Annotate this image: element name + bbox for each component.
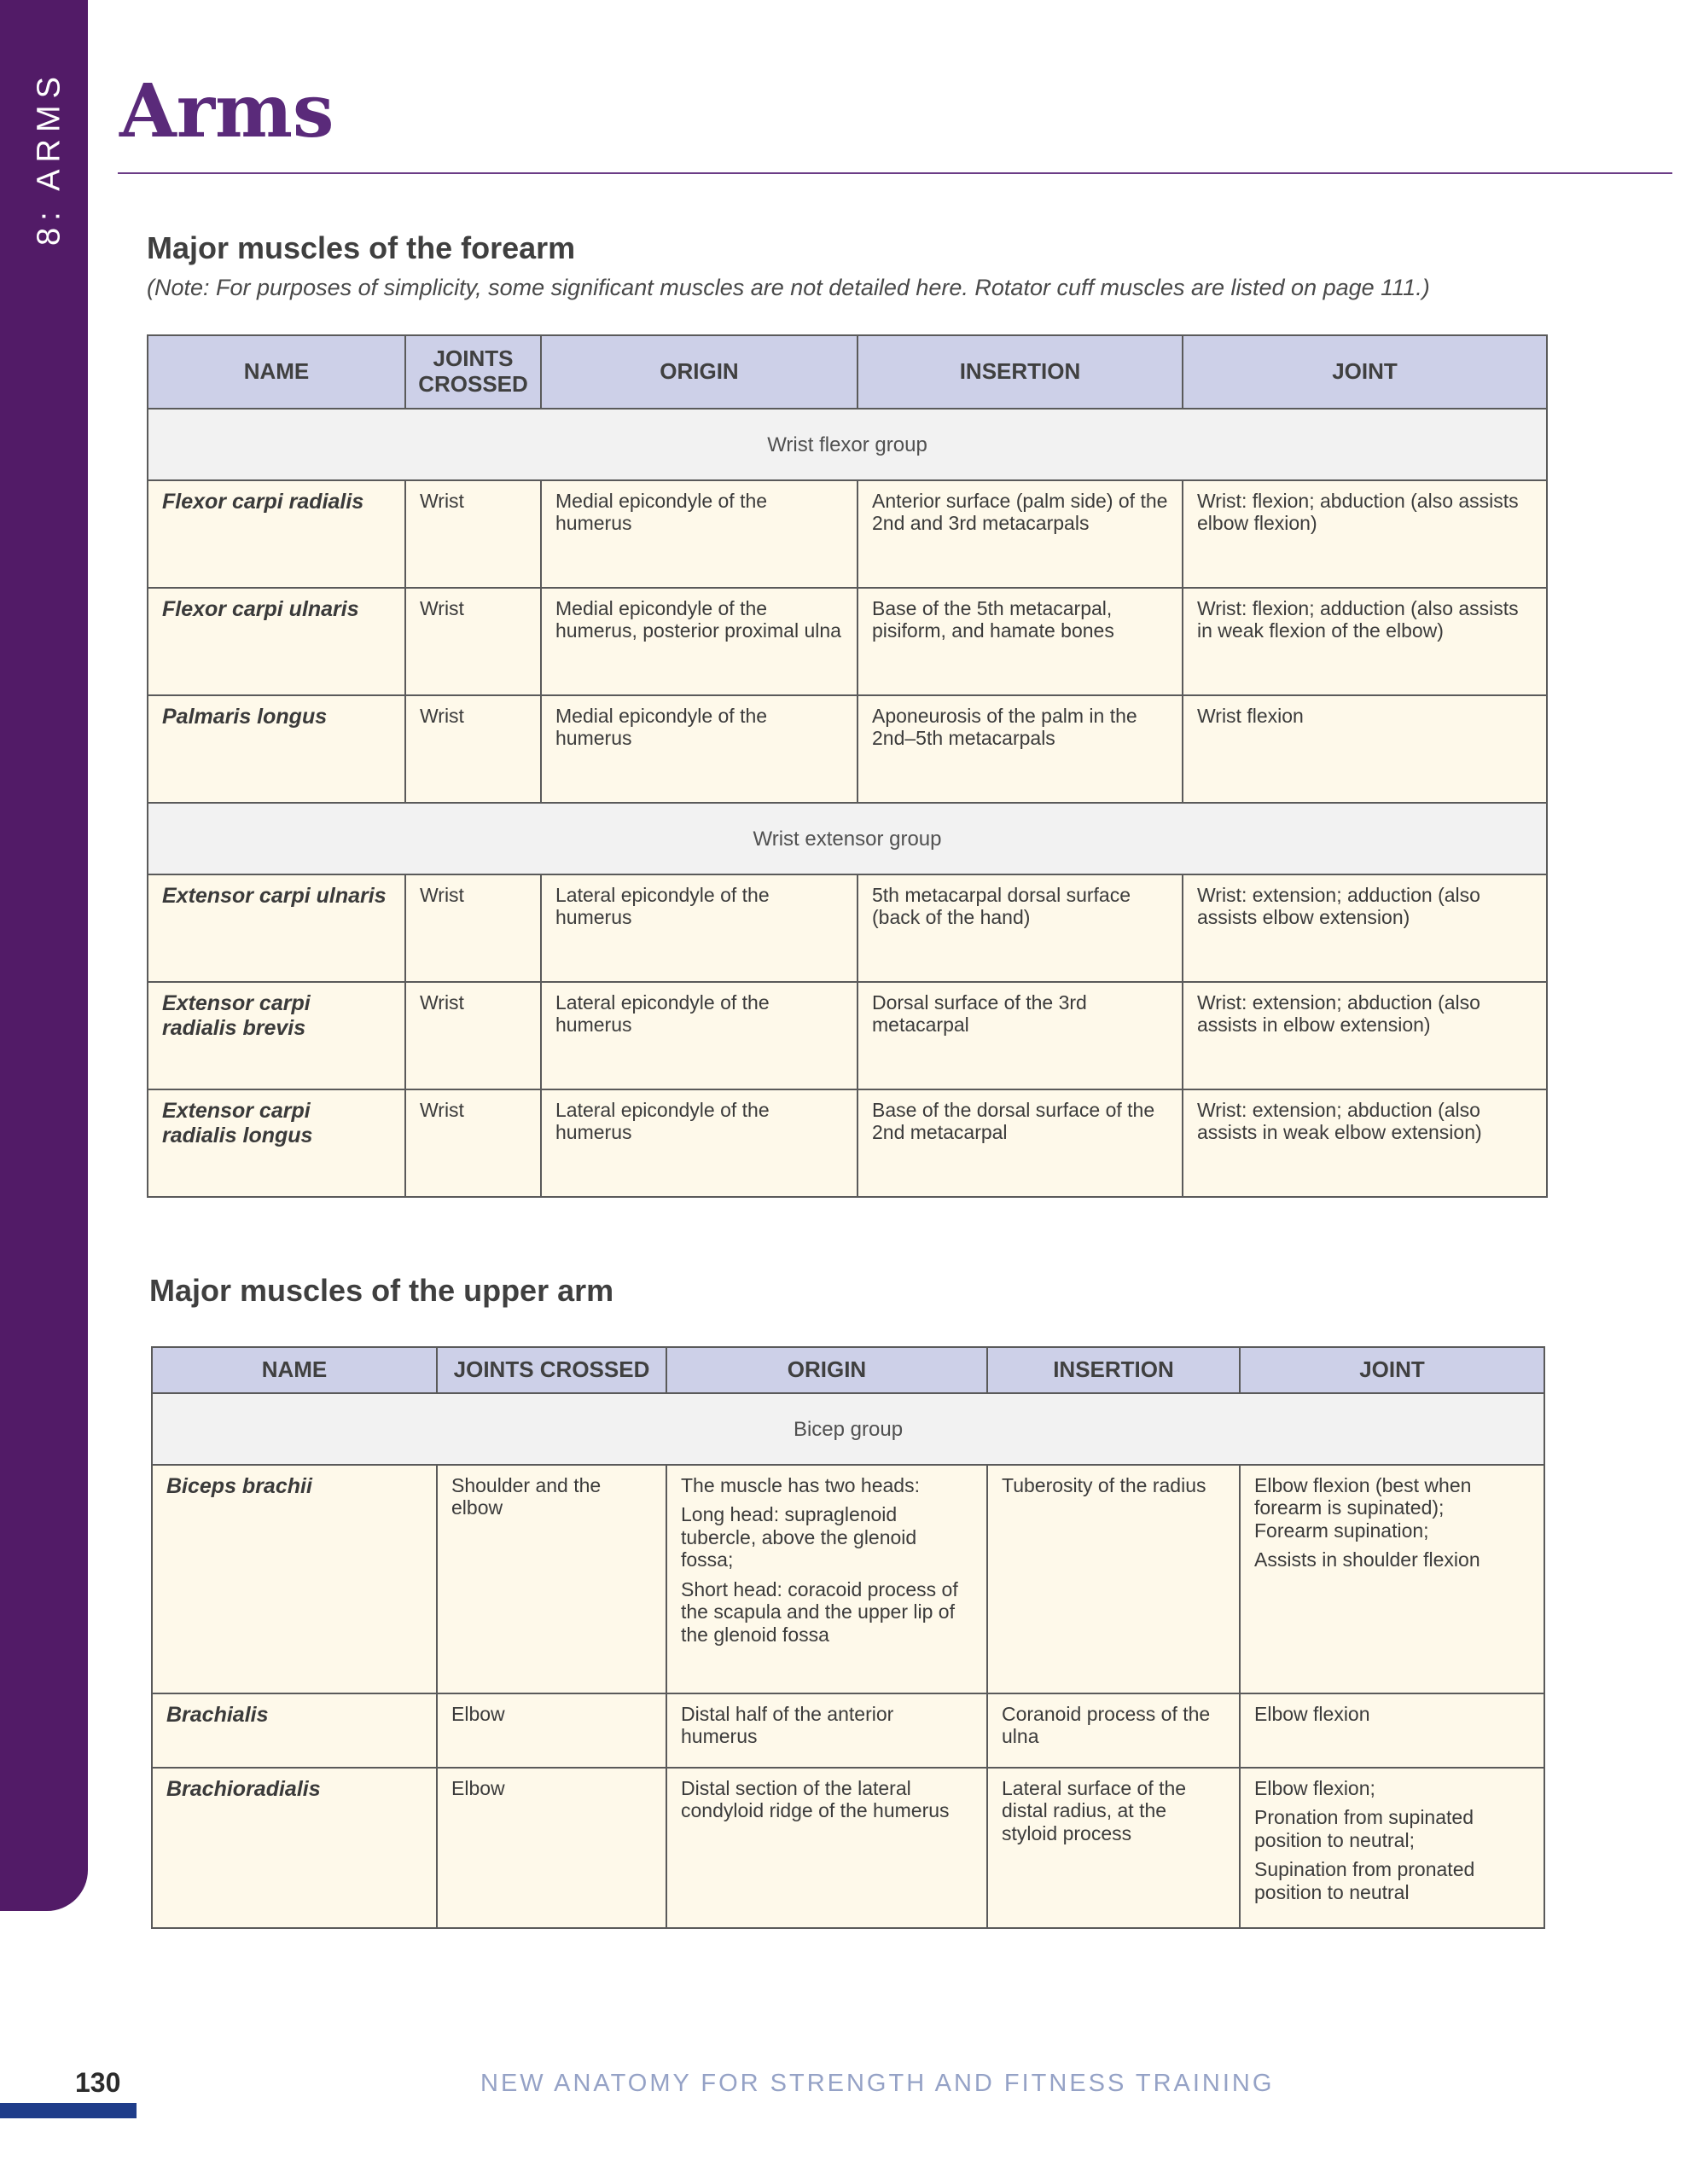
table-row: [148, 874, 1547, 982]
column-header-origin: ORIGIN: [541, 335, 858, 409]
joints-crossed-cell: Wrist: [405, 695, 541, 803]
upper-arm-table: [151, 1346, 1545, 1929]
muscle-name: Flexor carpi radialis: [148, 480, 405, 588]
joint-cell: Wrist flexion: [1183, 695, 1547, 803]
joint-line: Elbow flexion (best when forearm is supinated);: [1254, 1474, 1472, 1519]
muscle-name: Flexor carpi ulnaris: [148, 588, 405, 695]
joint-line: Pronation from supinated position to neutral;: [1254, 1806, 1474, 1851]
joints-crossed-cell: Wrist: [405, 588, 541, 695]
upper-arm-header-row: [152, 1347, 1544, 1393]
table-row: [148, 480, 1547, 588]
muscle-name: Extensor carpi radialis longus: [148, 1089, 405, 1197]
table-row: [148, 695, 1547, 803]
column-header-joint: JOINT: [1183, 335, 1547, 409]
chapter-label: 8: ARMS: [31, 70, 67, 246]
origin-cell: Medial epicondyle of the humerus: [541, 480, 858, 588]
origin-line: Distal half of the anterior humerus: [681, 1703, 894, 1748]
column-header-joints-crossed: JOINTS CROSSED: [405, 335, 541, 409]
insertion-cell: Dorsal surface of the 3rd metacarpal: [858, 982, 1183, 1089]
origin-cell: [666, 1693, 987, 1768]
joint-cell: [1240, 1768, 1544, 1928]
origin-cell: Medial epicondyle of the humerus: [541, 695, 858, 803]
origin-cell: Lateral epicondyle of the humerus: [541, 1089, 858, 1197]
table-row: [152, 1768, 1544, 1928]
joint-cell: Wrist: extension; abduction (also assists in weak elbow extension): [1183, 1089, 1547, 1197]
upper-arm-heading: Major muscles of the upper arm: [149, 1273, 614, 1308]
joints-crossed-cell: Elbow: [437, 1693, 666, 1768]
page-number: 130: [75, 2067, 121, 2098]
joints-crossed-cell: Shoulder and the elbow: [437, 1465, 666, 1693]
joint-cell: [1240, 1693, 1544, 1768]
column-header-name: NAME: [148, 335, 405, 409]
page-title: Arms: [119, 68, 334, 154]
table-row: [152, 1693, 1544, 1768]
insertion-cell: Aponeurosis of the palm in the 2nd–5th metacarpals: [858, 695, 1183, 803]
joint-cell: Wrist: extension; abduction (also assists in elbow extension): [1183, 982, 1547, 1089]
joint-line: Elbow flexion;: [1254, 1777, 1375, 1799]
joints-crossed-cell: Wrist: [405, 480, 541, 588]
group-label: Bicep group: [152, 1393, 1544, 1465]
forearm-table: [147, 334, 1548, 1198]
joint-line: Assists in shoulder flexion: [1254, 1548, 1480, 1571]
joint-cell: [1240, 1465, 1544, 1693]
origin-cell: Lateral epicondyle of the humerus: [541, 874, 858, 982]
insertion-cell: Coranoid process of the ulna: [987, 1693, 1240, 1768]
origin-line: Short head: coracoid process of the scapula and the upper lip of the glenoid fossa: [681, 1577, 958, 1646]
column-header-joint: JOINT: [1240, 1347, 1544, 1393]
chapter-side-tab: [0, 0, 88, 1911]
column-header-origin: ORIGIN: [666, 1347, 987, 1393]
origin-cell: [666, 1465, 987, 1693]
joints-crossed-cell: Wrist: [405, 982, 541, 1089]
joints-crossed-cell: Wrist: [405, 874, 541, 982]
insertion-cell: Anterior surface (palm side) of the 2nd and 3rd metacarpals: [858, 480, 1183, 588]
muscle-name: Palmaris longus: [148, 695, 405, 803]
joint-line: Elbow flexion: [1254, 1703, 1370, 1725]
column-header-name: NAME: [152, 1347, 437, 1393]
column-header-insertion: INSERTION: [858, 335, 1183, 409]
muscle-name: Extensor carpi ulnaris: [148, 874, 405, 982]
joint-line: Forearm supination;: [1254, 1519, 1429, 1542]
origin-line: The muscle has two heads:: [681, 1474, 920, 1496]
forearm-note: (Note: For purposes of simplicity, some significant muscles are not detailed here. Rotator cuff muscles are listed on page 111.): [147, 275, 1430, 300]
origin-line: Distal section of the lateral condyloid ridge of the humerus: [681, 1777, 950, 1822]
joint-cell: Wrist: flexion; abduction (also assists elbow flexion): [1183, 480, 1547, 588]
origin-cell: Lateral epicondyle of the humerus: [541, 982, 858, 1089]
table-row: [148, 588, 1547, 695]
insertion-cell: Tuberosity of the radius: [987, 1465, 1240, 1693]
origin-cell: Medial epicondyle of the humerus, posterior proximal ulna: [541, 588, 858, 695]
book-title-footer: NEW ANATOMY FOR STRENGTH AND FITNESS TRAINING: [480, 2070, 1275, 2097]
insertion-cell: Lateral surface of the distal radius, at the styloid process: [987, 1768, 1240, 1928]
insertion-cell: Base of the 5th metacarpal, pisiform, and hamate bones: [858, 588, 1183, 695]
origin-line: Long head: supraglenoid tubercle, above the glenoid fossa;: [681, 1503, 917, 1571]
column-header-joints-crossed: JOINTS CROSSED: [437, 1347, 666, 1393]
insertion-cell: 5th metacarpal dorsal surface (back of the hand): [858, 874, 1183, 982]
forearm-header-row: [148, 335, 1547, 409]
muscle-name: Brachialis: [152, 1693, 437, 1768]
title-divider: [118, 172, 1672, 174]
joints-crossed-cell: Elbow: [437, 1768, 666, 1928]
forearm-heading: Major muscles of the forearm: [147, 230, 576, 265]
table-row: [148, 1089, 1547, 1197]
insertion-cell: Base of the dorsal surface of the 2nd metacarpal: [858, 1089, 1183, 1197]
group-row: [152, 1393, 1544, 1465]
group-label: Wrist flexor group: [148, 409, 1547, 480]
joint-cell: Wrist: flexion; adduction (also assists in weak flexion of the elbow): [1183, 588, 1547, 695]
group-label: Wrist extensor group: [148, 803, 1547, 874]
muscle-name: Biceps brachii: [152, 1465, 437, 1693]
joint-cell: Wrist: extension; adduction (also assists elbow extension): [1183, 874, 1547, 982]
table-row: [148, 982, 1547, 1089]
table-row: [152, 1465, 1544, 1693]
group-row: [148, 803, 1547, 874]
muscle-name: Extensor carpi radialis brevis: [148, 982, 405, 1089]
muscle-name: Brachioradialis: [152, 1768, 437, 1928]
column-header-insertion: INSERTION: [987, 1347, 1240, 1393]
footer-accent-bar: [0, 2103, 137, 2118]
joint-line: Supination from pronated position to neutral: [1254, 1858, 1475, 1903]
joints-crossed-cell: Wrist: [405, 1089, 541, 1197]
origin-cell: [666, 1768, 987, 1928]
group-row: [148, 409, 1547, 480]
